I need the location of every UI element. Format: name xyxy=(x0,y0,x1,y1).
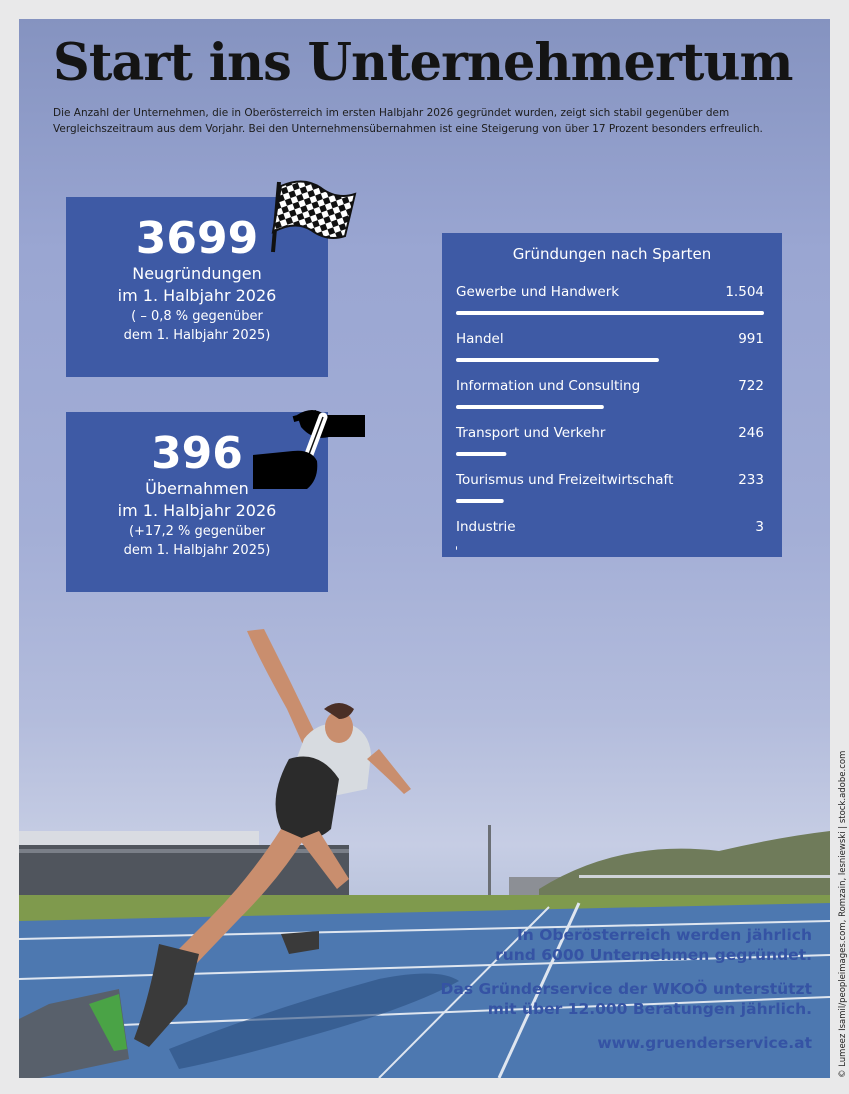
bar xyxy=(456,405,604,409)
category-label: Industrie xyxy=(456,519,516,535)
category-label: Tourismus und Freizeitwirtschaft xyxy=(456,472,674,488)
stat-period: im 1. Halbjahr 2026 xyxy=(117,501,277,520)
stat-period: im 1. Halbjahr 2026 xyxy=(117,286,277,305)
bottom-line-1: In Oberösterreich werden jährlich xyxy=(517,926,812,944)
bar xyxy=(456,452,506,456)
value-label: 246 xyxy=(738,425,764,441)
photo-credit: © Lumeez Isamil/peopleimages.com, Romzain, lesniewski | stock.adobe.com xyxy=(838,750,848,1078)
category-label: Gewerbe und Handwerk xyxy=(456,284,620,300)
page-title: Start ins Unternehmertum xyxy=(53,33,793,93)
stat-change: ( – 0,8 % gegenüber xyxy=(131,309,263,324)
bottom-line-4: mit über 12.000 Beratungen jährlich. xyxy=(487,1000,812,1018)
chart-plot xyxy=(442,233,782,557)
category-label: Handel xyxy=(456,331,504,347)
stat-value: 396 xyxy=(151,428,243,479)
stat-compare: dem 1. Halbjahr 2025) xyxy=(123,543,271,558)
bar xyxy=(456,499,504,503)
chart-gruendungen-nach-sparten xyxy=(442,233,782,557)
category-label: Transport und Verkehr xyxy=(456,425,606,441)
bar xyxy=(456,546,457,550)
bottom-line-3: Das Gründerservice der WKOÖ unterstützt xyxy=(440,980,812,998)
value-label: 991 xyxy=(738,331,764,347)
bar xyxy=(456,311,764,315)
value-label: 3 xyxy=(755,519,764,535)
bottom-text-block xyxy=(441,925,813,1053)
stat-label: Übernahmen xyxy=(145,479,249,498)
stat-change: (+17,2 % gegenüber xyxy=(128,524,266,539)
stat-compare: dem 1. Halbjahr 2025) xyxy=(123,328,271,343)
bottom-line-2: rund 6000 Unternehmen gegründet. xyxy=(495,946,812,964)
baton-handover-icon xyxy=(253,397,365,493)
stat-value: 3699 xyxy=(135,213,259,264)
stat-label: Neugründungen xyxy=(132,264,262,283)
bar xyxy=(456,358,659,362)
value-label: 722 xyxy=(738,378,764,394)
value-label: 233 xyxy=(738,472,764,488)
category-label: Information und Consulting xyxy=(456,378,641,394)
chart-title: Gründungen nach Sparten xyxy=(512,245,712,263)
infographic-poster xyxy=(19,19,830,1078)
intro-text: Die Anzahl der Unternehmen, die in Oberösterreich im ersten Halbjahr 2026 gegründet wurden, zeigt sich stabil gegenüber dem Vergleichszeitraum aus dem Vorjahr. Bei den Unternehmensübernahmen ist eine Steigerung von über 17 Prozent besonders erfreulich. xyxy=(53,107,763,135)
checkered-flag-icon xyxy=(269,174,359,254)
value-label: 1.504 xyxy=(725,284,764,300)
website-link[interactable]: www.gruenderservice.at xyxy=(597,1034,812,1052)
